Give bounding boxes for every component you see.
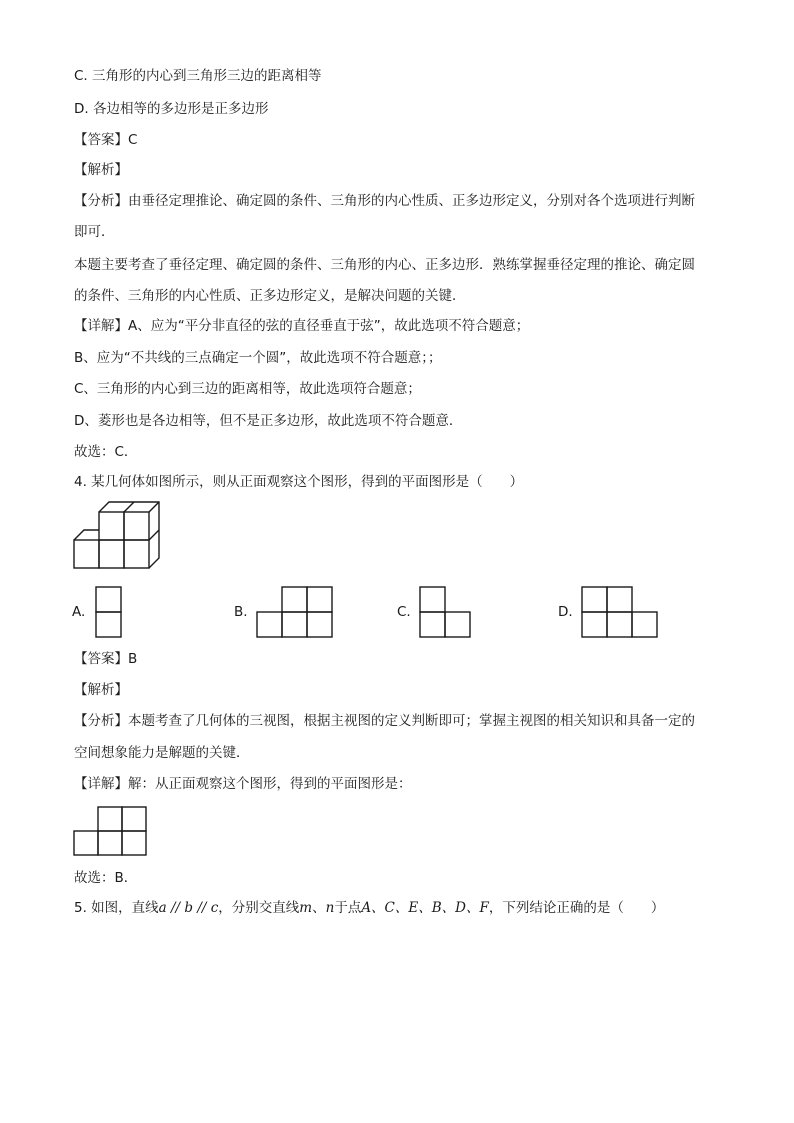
q5-mid2: 于点 [334, 900, 362, 916]
detail-d: D、菱形也是各边相等，但不是正多边形，故此选项不符合题意． [74, 413, 463, 429]
answer-label-2: 【答案】B [74, 651, 138, 667]
q5-points: A、C、E、B、D、F [361, 900, 489, 916]
q5-parallel-lines: a // b // c [158, 900, 219, 916]
analysis-label-2: 【解析】 [74, 682, 128, 698]
q5-suffix: ，下列结论正确的是（ ） [488, 900, 665, 916]
option-c-label: C. [397, 604, 411, 620]
analysis-text-1: 【分析】由垂径定理推论、确定圆的条件、三角形的内心性质、正多边形定义，分别对各个选项进行判断 [74, 193, 695, 209]
analysis-text-5: 【分析】本题考查了几何体的三视图，根据主视图的定义判断即可；掌握主视图的相关知识和具备一定的 [74, 713, 695, 729]
q5-sep: 、 [312, 900, 326, 916]
option-b-label: B. [234, 604, 248, 620]
detail-solution: 【详解】解：从正面观察这个图形，得到的平面图形是： [74, 776, 412, 792]
detail-a: 【详解】A、应为“平分非直径的弦的直径垂直于弦”，故此选项不符合题意； [74, 318, 530, 334]
option-d-label: D. [558, 604, 573, 620]
answer-label: 【答案】C [74, 132, 138, 148]
question-5-text [74, 898, 664, 918]
option-a-label: A. [72, 604, 86, 620]
analysis-text-4: 的条件、三角形的内心性质、正多边形定义，是解决问题的关键． [74, 288, 466, 304]
q5-line-m: m [299, 900, 313, 916]
conclusion-1: 故选：C． [74, 444, 138, 460]
analysis-text-3: 本题主要考查了垂径定理、确定圆的条件、三角形的内心、正多边形．熟练掌握垂径定理的推论、确定圆 [74, 257, 695, 273]
geometric-body-figure [72, 506, 162, 572]
option-d-text: D. 各边相等的多边形是正多边形 [74, 101, 269, 117]
conclusion-2: 故选：B． [74, 870, 138, 886]
question-4-text: 4. 某几何体如图所示，则从正面观察这个图形，得到的平面图形是（ ） [74, 474, 524, 490]
option-c-figure[interactable] [419, 586, 472, 638]
detail-b: B、应为“不共线的三点确定一个圆”，故此选项不符合题意；； [74, 350, 442, 366]
option-b-figure[interactable] [256, 586, 334, 638]
option-d-figure[interactable] [581, 586, 659, 638]
q5-prefix: 5. 如图，直线 [74, 900, 159, 916]
analysis-text-6: 空间想象能力是解题的关键． [74, 745, 250, 761]
detail-c: C、三角形的内心到三边的距离相等，故此选项符合题意； [74, 381, 421, 397]
analysis-text-2: 即可． [74, 224, 115, 240]
analysis-label: 【解析】 [74, 162, 128, 178]
q5-mid1: ，分别交直线 [218, 900, 300, 916]
front-view-figure [73, 805, 151, 857]
option-c-text: C. 三角形的内心到三角形三边的距离相等 [74, 68, 322, 84]
option-a-figure[interactable] [95, 586, 123, 638]
q5-line-n: n [325, 900, 335, 916]
